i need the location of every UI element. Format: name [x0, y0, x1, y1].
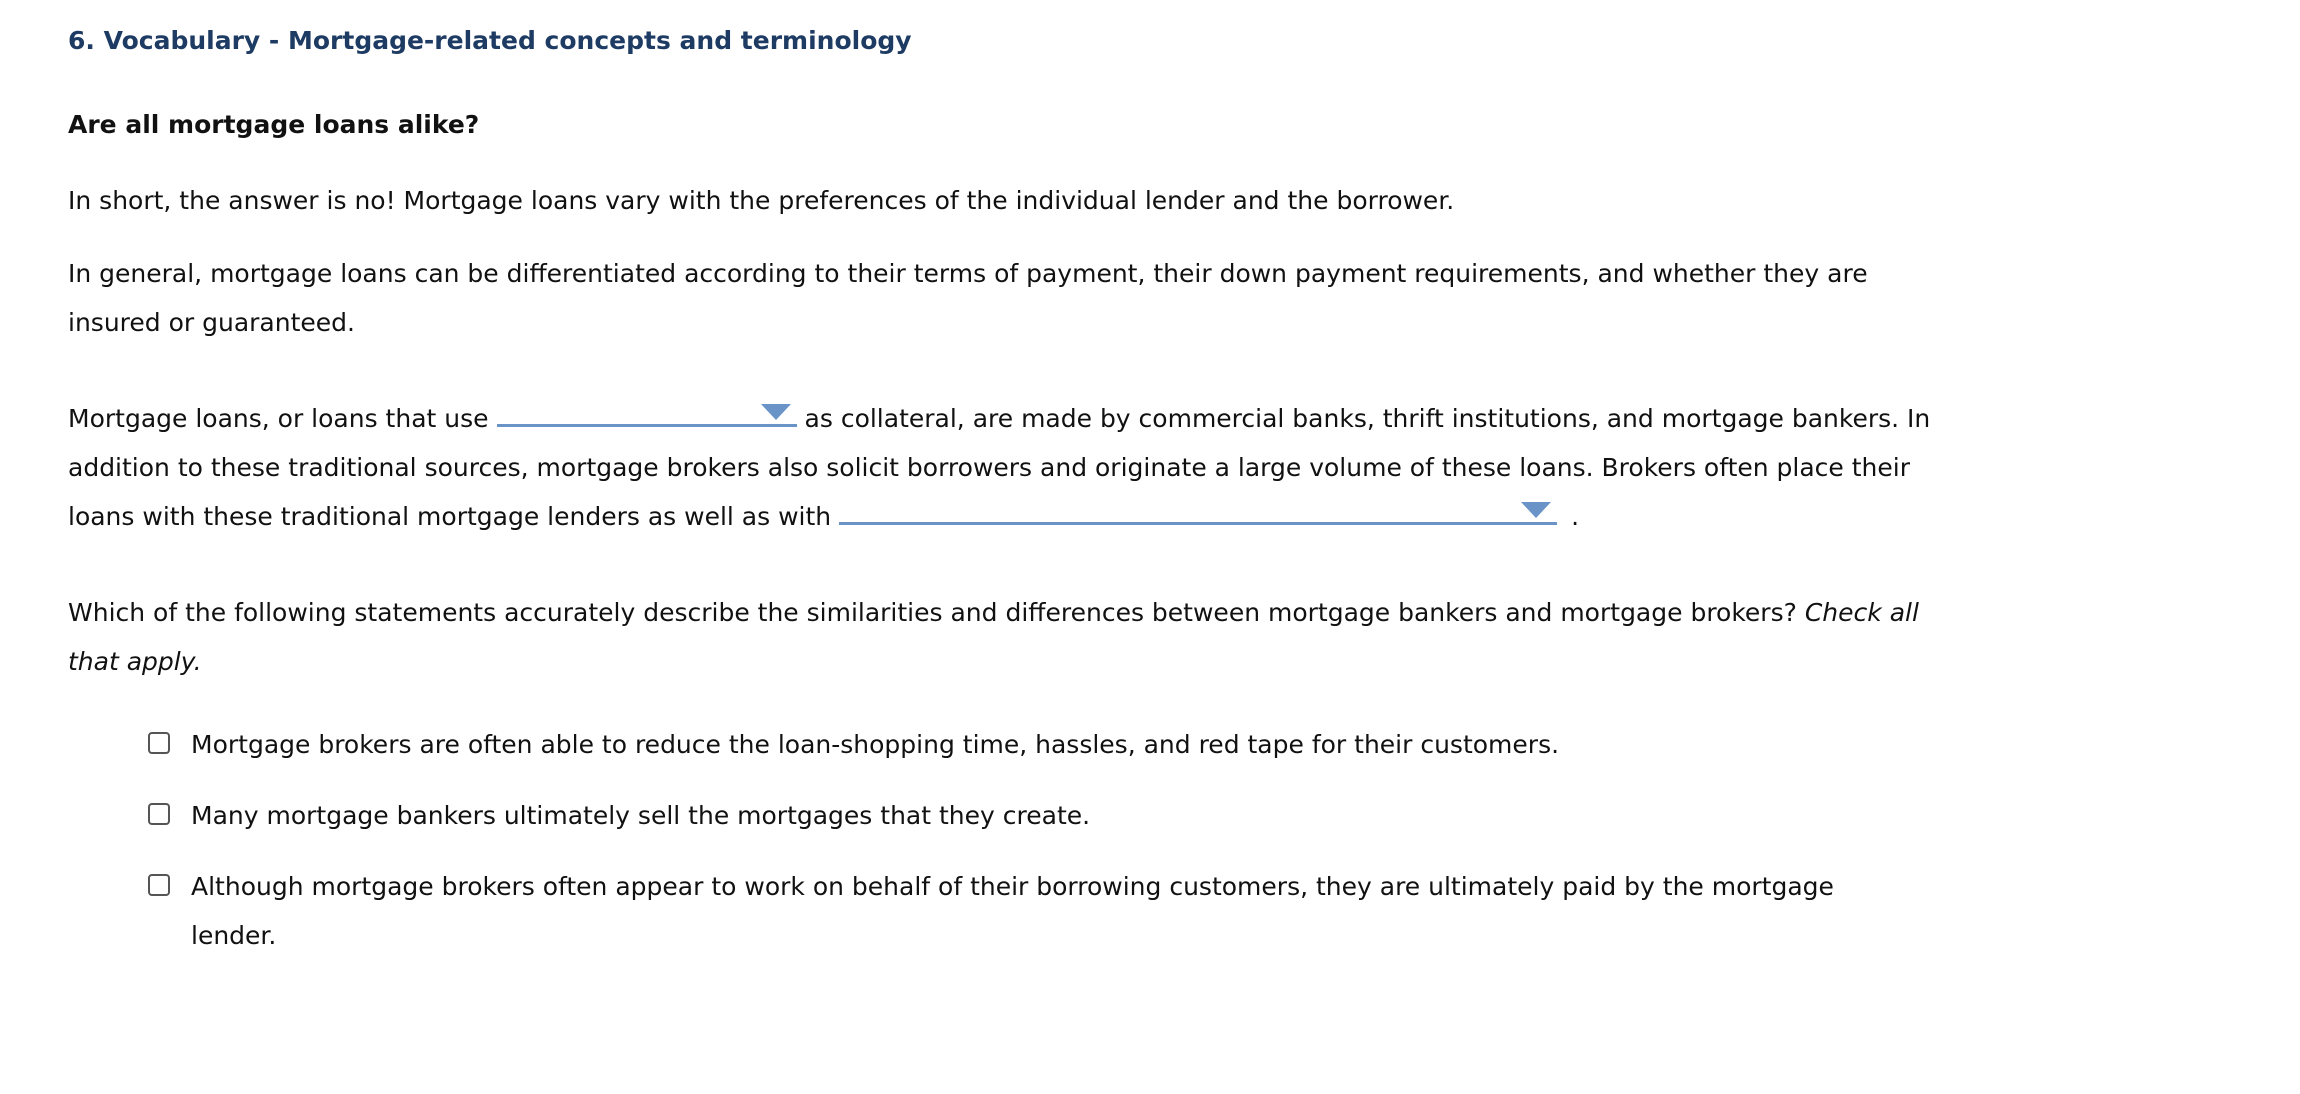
question-title: 6. Vocabulary - Mortgage-related concepts and terminology	[68, 26, 912, 55]
chevron-down-icon	[1521, 502, 1551, 518]
fill-in-paragraph	[68, 394, 1948, 541]
lender-dropdown[interactable]	[839, 494, 1557, 525]
prompt-instruction: Check all that apply.	[68, 598, 1919, 676]
checkbox[interactable]	[148, 803, 170, 825]
option-reduce-shopping-time[interactable]	[148, 720, 1908, 769]
checkbox[interactable]	[148, 874, 170, 896]
collateral-dropdown[interactable]	[497, 396, 797, 427]
option-label: Mortgage brokers are often able to reduce the loan-shopping time, hassles, and red tape for their customers.	[191, 730, 1560, 759]
question-subheading: Are all mortgage loans alike?	[68, 110, 480, 139]
option-bankers-sell-mortgages[interactable]	[148, 791, 1908, 840]
option-label: Many mortgage bankers ultimately sell the mortgages that they create.	[191, 801, 1091, 830]
fill-in-text-end: .	[1571, 502, 1580, 531]
option-brokers-paid-by-lender[interactable]	[148, 862, 1908, 960]
statements-prompt	[68, 588, 1948, 686]
general-paragraph: In general, mortgage loans can be differentiated according to their terms of payment, their down payment requirements, and whether they are insured or guaranteed.	[68, 259, 1868, 337]
prompt-text: Which of the following statements accurately describe the similarities and differences between mortgage bankers and mortgage brokers?	[68, 598, 1797, 627]
option-label: Although mortgage brokers often appear to work on behalf of their borrowing customers, they are ultimately paid by the mortgage lender.	[191, 872, 1834, 950]
chevron-down-icon	[761, 404, 791, 420]
checkbox[interactable]	[148, 732, 170, 754]
answer-options	[148, 720, 1908, 982]
intro-paragraph: In short, the answer is no! Mortgage loans vary with the preferences of the individual lender and the borrower.	[68, 186, 1455, 215]
fill-in-text-middle: as collateral, are made by commercial banks, thrift institutions, and mortgage bankers. In addition to these traditional sources, mortgage brokers also solicit borrowers and originate a large volume of these loans. Brokers often place their loans with these traditional mortgage lenders as well as with	[68, 404, 1931, 531]
fill-in-text-start: Mortgage loans, or loans that use	[68, 404, 489, 433]
